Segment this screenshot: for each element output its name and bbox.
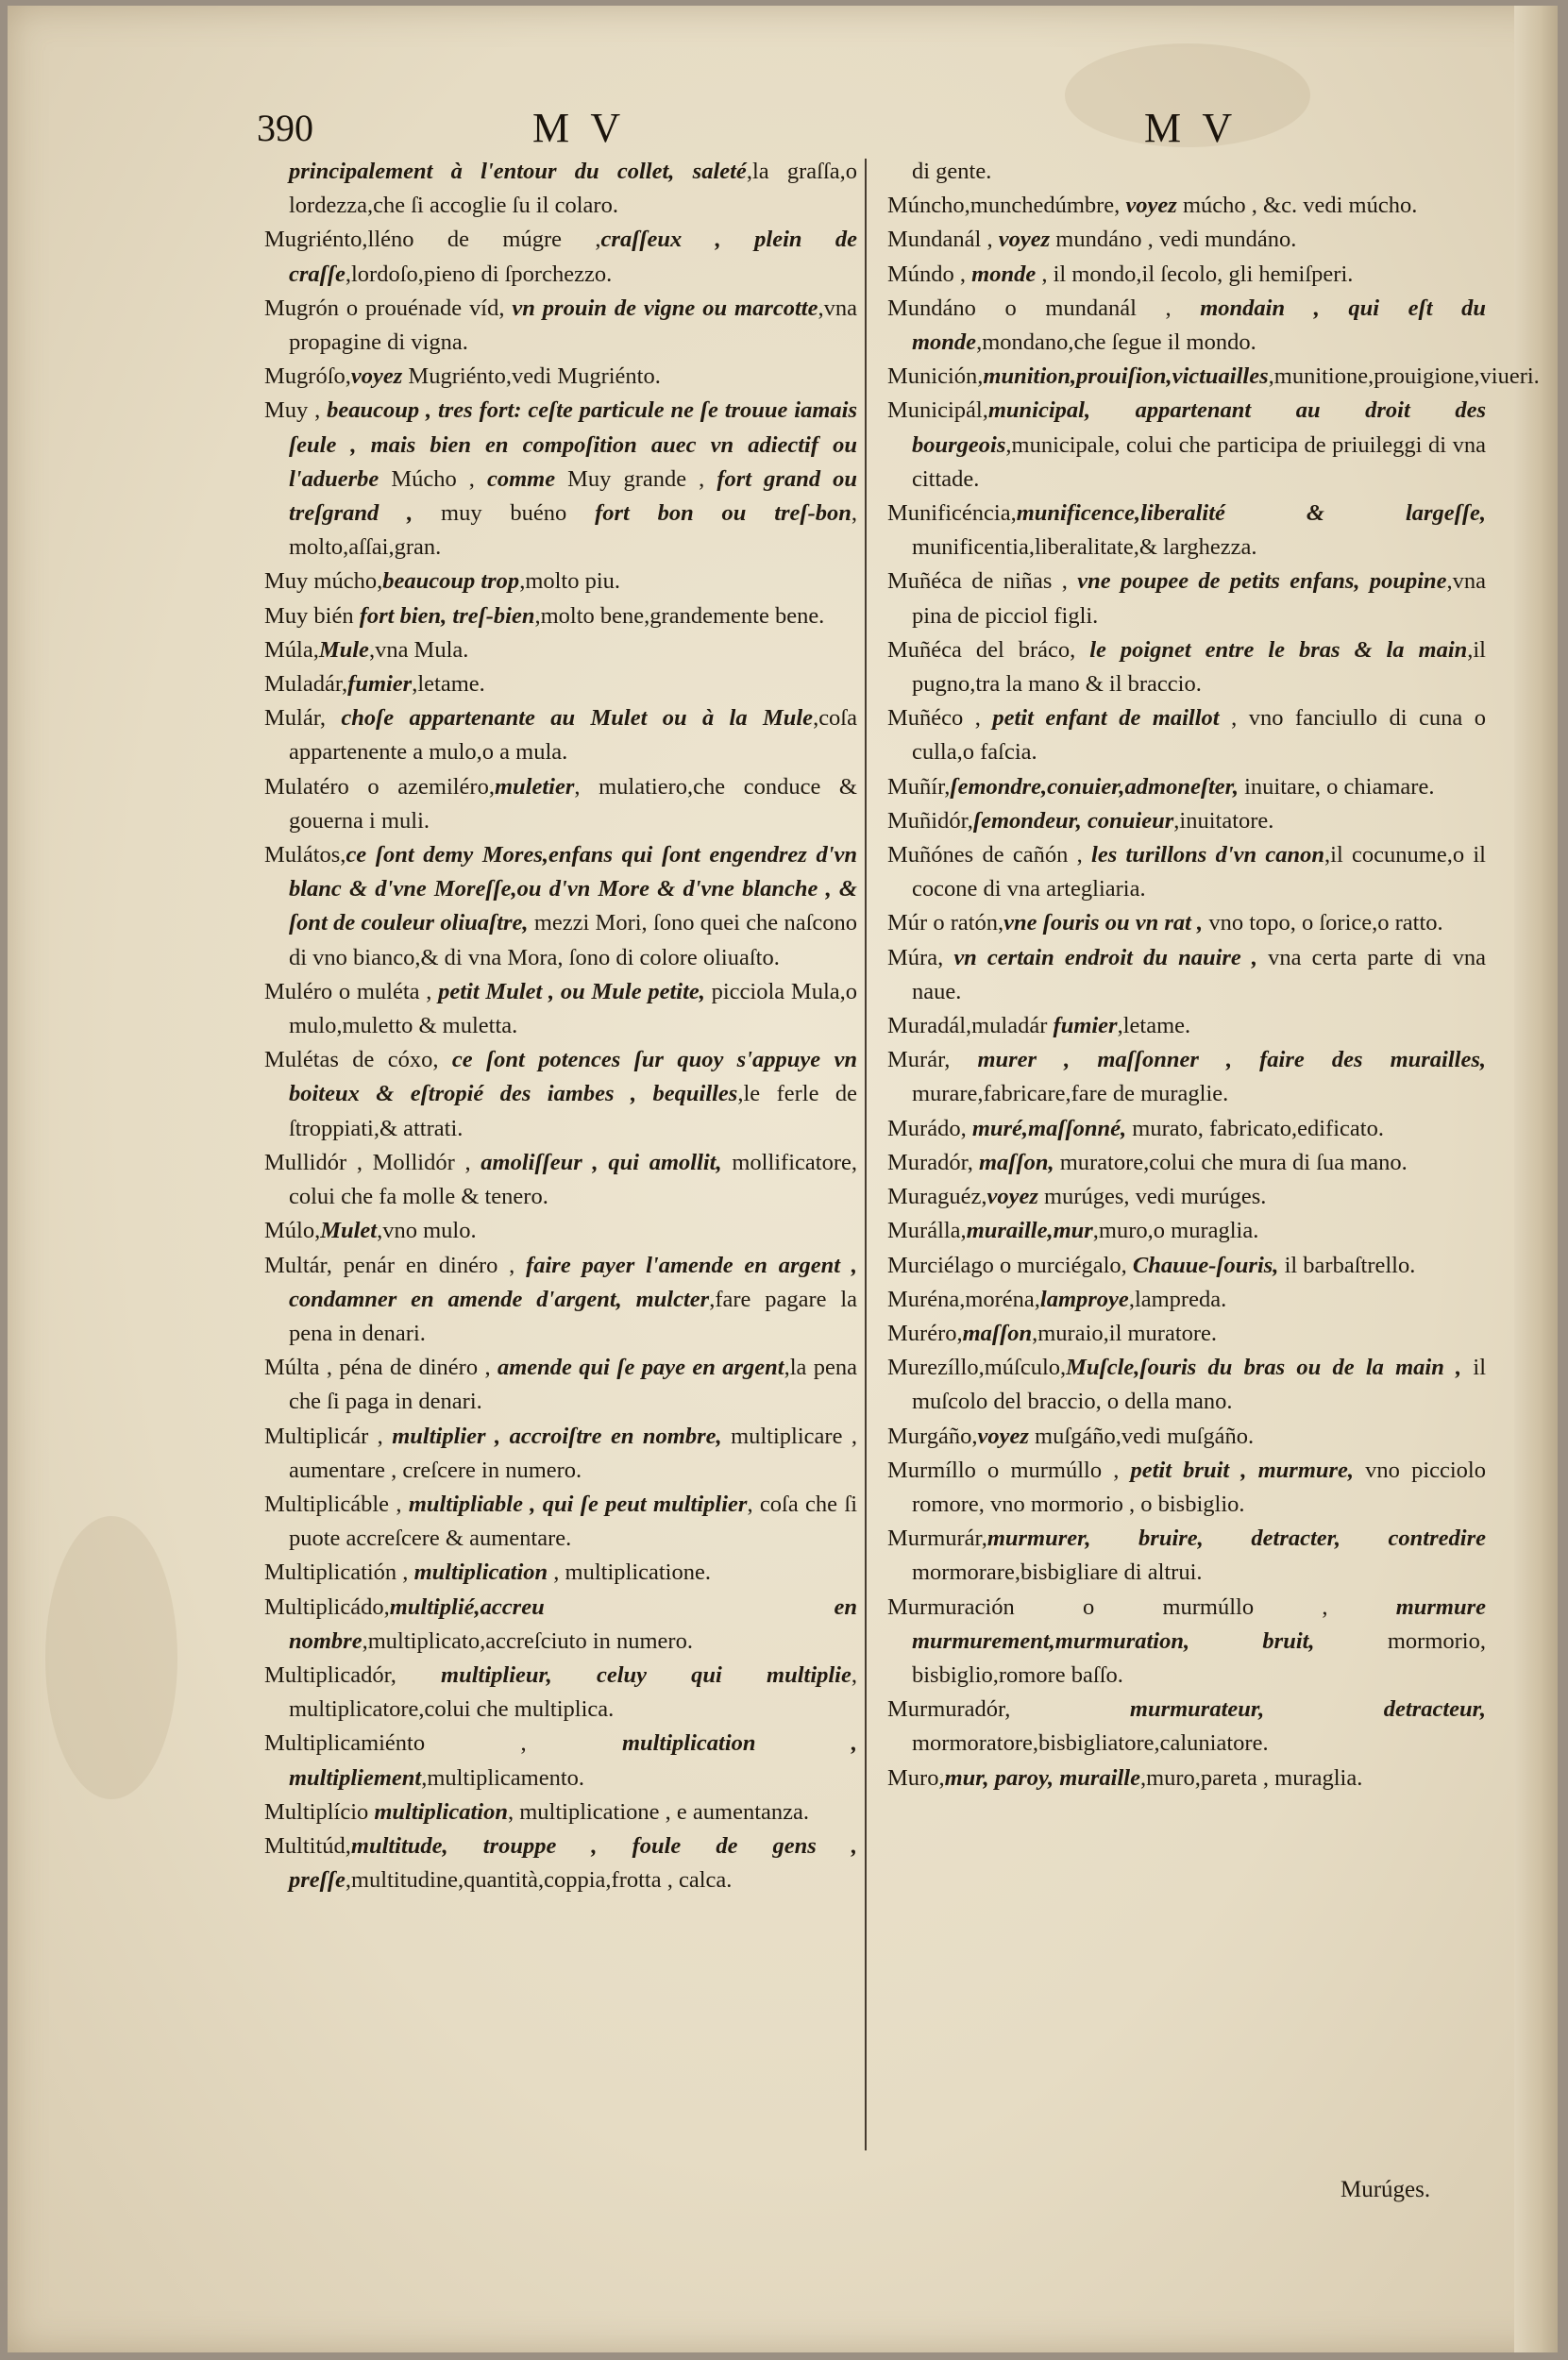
french-gloss: ſemondeur, conuieur — [972, 807, 1174, 834]
dictionary-entry — [887, 189, 1486, 223]
entry-text: murúges, vedi murúges. — [1037, 1184, 1267, 1210]
dictionary-entry — [887, 906, 1486, 940]
entry-text: mormoratore,bisbigliatore,caluniatore. — [912, 1730, 1269, 1757]
dictionary-entry — [887, 565, 1486, 632]
page-number: 390 — [257, 107, 313, 149]
french-gloss: Mulet — [320, 1218, 378, 1244]
dictionary-entry — [264, 1420, 857, 1488]
entry-text: ,le ferle de ſtroppiati,& attrati. — [289, 1081, 857, 1141]
entry-text: ,la pena che ſi paga in denari. — [289, 1355, 857, 1415]
entry-text: Mulétas de cóxo, — [264, 1047, 452, 1073]
entry-text: Multiplicár , — [264, 1423, 393, 1449]
entry-text: muy buéno — [413, 500, 596, 527]
entry-text: ,muro,pareta , muraglia. — [1139, 1764, 1363, 1791]
dictionary-entry — [887, 941, 1486, 1009]
entry-text: , multiplicatione. — [548, 1559, 711, 1586]
french-gloss: multiplication , multipliement — [289, 1730, 857, 1791]
french-gloss: multiplié,accreu en nombre — [289, 1593, 857, 1654]
dictionary-entry — [264, 838, 857, 975]
entry-text: Muro, — [887, 1764, 945, 1791]
entry-text: Multiplicadór, — [264, 1661, 442, 1688]
entry-text: Múcho , — [379, 465, 487, 492]
dictionary-entry — [887, 394, 1486, 497]
dictionary-entry — [887, 258, 1486, 292]
entry-text: Muñéca del bráco, — [887, 636, 1090, 663]
entry-text: Mullidór , Mollidór , — [264, 1149, 481, 1175]
french-gloss: voyez — [350, 363, 403, 390]
page-edge — [1514, 6, 1558, 2352]
entry-text: Multiplicamiénto , — [264, 1730, 622, 1757]
french-gloss: murer , maſſonner , faire des murailles, — [977, 1047, 1486, 1073]
entry-text: Murciélago o murciégalo, — [887, 1252, 1133, 1278]
entry-text: Mundanál , — [887, 227, 999, 253]
entry-text: , vno fanciullo di cuna o culla,o faſcia. — [912, 705, 1486, 766]
french-gloss: lamproye — [1039, 1286, 1129, 1312]
entry-text: Multár, penár en dinéro , — [264, 1252, 527, 1278]
entry-text: ,il pugno,tra la mano & il braccio. — [912, 636, 1486, 698]
dictionary-entry — [887, 1043, 1486, 1111]
french-gloss: maſſon — [962, 1320, 1033, 1346]
dictionary-entry — [264, 1727, 857, 1795]
dictionary-entry — [264, 1146, 857, 1214]
entry-text: , multiplicatore,colui che multiplica. — [289, 1661, 857, 1723]
dictionary-entry — [264, 633, 857, 667]
entry-text: , multiplicatione , e aumentanza. — [507, 1798, 810, 1825]
entry-text: ,fare pagare la pena in denari. — [289, 1286, 857, 1346]
french-gloss: faire payer l'amende en argent , condamner en amende d'argent, mulcter — [289, 1252, 857, 1312]
french-gloss: multiplier , accroiſtre en nombre, — [392, 1423, 722, 1449]
dictionary-entry — [887, 1693, 1486, 1761]
entry-text: Mulatéro o azemiléro, — [264, 773, 495, 800]
entry-text: Muladár, — [264, 671, 348, 698]
entry-text: Muñidór, — [887, 807, 973, 834]
dictionary-entry — [264, 1795, 857, 1829]
french-gloss: mondain , qui eſt du monde — [912, 295, 1486, 356]
entry-text: ,multiplicato,accreſciuto in numero. — [362, 1627, 693, 1654]
french-gloss: murmure murmurement,murmuration, bruit, — [912, 1593, 1486, 1654]
entry-text: ,munitione,prouigione,viueri. — [1268, 363, 1540, 390]
french-gloss: fumier — [347, 671, 413, 698]
entry-text: ,vna Mula. — [368, 636, 469, 663]
entry-text: , coſa che ſi puote accreſcere & aumentare. — [289, 1491, 858, 1552]
french-gloss: principalement à l'entour du collet, saleté — [289, 159, 747, 184]
entry-text: Mulár, — [264, 705, 342, 732]
dictionary-entry — [887, 360, 1540, 394]
entry-text: il barbaſtrello. — [1278, 1252, 1416, 1278]
french-gloss: fort bien, treſ-bien — [359, 602, 535, 629]
entry-text: ,muro,o muraglia. — [1092, 1218, 1259, 1244]
french-gloss: le poignet entre le bras & la main — [1089, 636, 1468, 663]
entry-text: mormorio, bisbiglio,romore baſſo. — [912, 1627, 1486, 1688]
dictionary-entry — [887, 1317, 1486, 1351]
dictionary-entry — [264, 667, 857, 701]
dictionary-entry — [887, 1591, 1486, 1694]
entry-text: , mulatiero,che conduce & gouerna i muli. — [289, 773, 857, 834]
entry-text: Muñír, — [887, 773, 951, 800]
dictionary-entry — [887, 1112, 1486, 1146]
entry-text: ,municipale, colui che participa de priuileggi di vna cittade. — [912, 431, 1486, 492]
entry-text: Murádo, — [887, 1115, 972, 1141]
dictionary-entry — [887, 1283, 1486, 1317]
entry-text: Murgáño, — [887, 1423, 978, 1449]
french-gloss: ſemondre,conuier,admoneſter, — [950, 773, 1239, 800]
entry-text: mezzi Mori, ſono quei che naſcono di vno bianco,& di vna Mora, ſono di colore oliuaſto. — [289, 910, 857, 970]
french-gloss: fort bon ou treſ-bon — [595, 500, 851, 527]
french-gloss: munificence,liberalité & largeſſe, — [1016, 500, 1486, 527]
dictionary-entry — [264, 1659, 857, 1727]
dictionary-entry — [887, 1351, 1486, 1419]
dictionary-entry — [264, 394, 857, 565]
left-column — [264, 155, 857, 1897]
entry-text: vno topo, o ſorice,o ratto. — [1203, 910, 1443, 936]
french-gloss: murmurateur, detracteur, — [1129, 1696, 1486, 1723]
entry-text: Mugriénto,vedi Mugriénto. — [402, 363, 661, 390]
entry-text: Mugrón o prouénade víd, — [264, 295, 513, 321]
french-gloss: fumier — [1053, 1013, 1118, 1039]
dictionary-entry — [887, 292, 1486, 360]
right-column — [887, 155, 1540, 1795]
french-gloss: monde — [971, 261, 1037, 287]
entry-text: ,mondano,che ſegue il mondo. — [976, 329, 1256, 356]
entry-text: ,inuitatore. — [1173, 807, 1274, 834]
entry-text: ,molto bene,grandemente bene. — [534, 602, 825, 629]
left-running-head: M V — [532, 105, 627, 151]
entry-text: Muñéca de niñas , — [887, 568, 1078, 595]
dictionary-entry — [264, 770, 857, 838]
catchword: Murúges. — [1340, 2177, 1431, 2202]
french-gloss: munition,prouiſion,victuailles — [983, 363, 1269, 390]
entry-text: Muraguéz, — [887, 1184, 987, 1210]
french-gloss: muraille,mur — [966, 1218, 1093, 1244]
french-gloss: municipal, appartenant au droit des bourgeois — [912, 397, 1486, 458]
entry-text: muratore,colui che mura di ſua mano. — [1054, 1149, 1408, 1175]
entry-text: ,multitudine,quantità,coppia,frotta , calca. — [345, 1867, 733, 1894]
french-gloss: beaucoup , tres fort: ceſte particule ne ſe trouue iamais ſeule , mais bien en compoſition auec vn adiectif ou l'aduerbe — [289, 397, 857, 492]
entry-text: Muréro, — [887, 1320, 963, 1346]
french-gloss: petit Mulet , ou Mule petite, — [438, 978, 705, 1004]
entry-text: Muñéco , — [887, 705, 993, 732]
dictionary-entry — [264, 360, 857, 394]
dictionary-entry — [264, 223, 857, 291]
french-gloss: vne ſouris ou vn rat , — [1003, 910, 1204, 936]
french-gloss: vn certain endroit du nauire , — [953, 944, 1258, 970]
entry-text: ,letame. — [1117, 1013, 1191, 1039]
french-gloss: multiplication — [374, 1798, 508, 1825]
entry-text: ,vna propagine di vigna. — [289, 295, 857, 356]
french-gloss: muré,maſſonné, — [971, 1115, 1127, 1141]
column-divider — [865, 159, 867, 2150]
entry-text: Múndo , — [887, 261, 972, 287]
dictionary-entry — [887, 497, 1486, 565]
french-gloss: craſſeux , plein de craſſe — [289, 227, 858, 287]
entry-text: ,la graſſa,o lordezza,che ſi accoglie ſu il colaro. — [289, 159, 858, 219]
continued-entry — [887, 155, 1486, 189]
entry-text: inuitare, o chiamare. — [1238, 773, 1435, 800]
running-header — [257, 102, 1529, 159]
dictionary-entry — [887, 838, 1486, 906]
entry-text: ,il cocunume,o il cocone di vna artegliaria. — [912, 842, 1486, 902]
dictionary-entry — [887, 1249, 1486, 1283]
entry-text: Murmuradór, — [887, 1696, 1130, 1723]
french-gloss: voyez — [986, 1184, 1038, 1210]
entry-text: Municipál, — [887, 397, 988, 424]
entry-text: munificentia,liberalitate,& larghezza. — [912, 534, 1257, 561]
entry-text: Mulátos, — [264, 842, 346, 868]
entry-text: ,molto piu. — [519, 568, 621, 595]
french-gloss: amoliſſeur , qui amollit, — [481, 1149, 722, 1175]
french-gloss: comme — [486, 465, 556, 492]
entry-text: multiplicare , aumentare , creſcere in numero. — [289, 1423, 858, 1483]
entry-text: Muy grande , — [555, 465, 717, 492]
entry-text: Mundáno o mundanál , — [887, 295, 1201, 321]
entry-text: Murmuración o murmúllo , — [887, 1593, 1396, 1620]
entry-text: Munición, — [887, 363, 984, 390]
french-gloss: multipliable , qui ſe peut multiplier — [408, 1491, 748, 1517]
entry-text: Múncho,munchedúmbre, — [887, 193, 1126, 219]
entry-text: Muy múcho, — [264, 568, 383, 595]
dictionary-entry — [264, 1829, 857, 1897]
entry-text: di gente. — [912, 159, 992, 184]
entry-text: ,letame. — [412, 671, 485, 698]
dictionary-entry — [887, 1146, 1486, 1180]
entry-text: murare,fabricare,fare de muraglie. — [912, 1081, 1229, 1107]
dictionary-entry — [264, 1214, 857, 1248]
french-gloss: voyez — [977, 1423, 1029, 1449]
dictionary-entry — [887, 633, 1486, 701]
entry-text: Muradór, — [887, 1149, 979, 1175]
dictionary-entry — [887, 1009, 1486, 1043]
entry-text: Multiplicádo, — [264, 1593, 390, 1620]
french-gloss: maſſon, — [979, 1149, 1054, 1175]
entry-text: Múr o ratón, — [887, 910, 1004, 936]
french-gloss: vn prouin de vigne ou marcotte — [512, 295, 818, 321]
dictionary-entry — [264, 1591, 857, 1659]
entry-text: , il mondo,il ſecolo, gli hemiſperi. — [1036, 261, 1354, 287]
entry-text: Muréna,moréna, — [887, 1286, 1040, 1312]
entry-text: vna certa parte di vna naue. — [912, 944, 1486, 1004]
french-gloss: multiplieur, celuy qui multiplie — [441, 1661, 851, 1688]
entry-text: mollificatore, colui che fa molle & tenero. — [289, 1149, 857, 1210]
entry-text: Multiplicáble , — [264, 1491, 409, 1517]
dictionary-entry — [887, 701, 1486, 769]
entry-text: Murálla, — [887, 1218, 967, 1244]
french-gloss: ce ſont potences ſur quoy s'appuye vn boiteux & eſtropié des iambes , bequilles — [289, 1047, 858, 1107]
french-gloss: Mule — [318, 636, 369, 663]
entry-text: Muléro o muléta , — [264, 978, 439, 1004]
french-gloss: murmurer, bruire, detracter, contredire — [986, 1526, 1486, 1552]
french-gloss: muletier — [494, 773, 575, 800]
entry-text: Munificéncia, — [887, 500, 1017, 527]
entry-text: Muy bién — [264, 602, 360, 629]
continued-entry — [264, 155, 857, 223]
dictionary-entry — [264, 1351, 857, 1419]
entry-text: ,lordoſo,pieno di ſporchezzo. — [345, 261, 613, 287]
french-gloss: petit bruit , murmure, — [1130, 1457, 1355, 1483]
dictionary-entry — [887, 804, 1486, 838]
french-gloss: mur, paroy, muraille — [944, 1764, 1140, 1791]
entry-text: Murmurár, — [887, 1526, 987, 1552]
entry-text: ,lampreda. — [1128, 1286, 1227, 1312]
entry-text: murato, fabricato,edificato. — [1126, 1115, 1384, 1141]
entry-text: picciola Mula,o mulo,muletto & muletta. — [289, 978, 857, 1039]
dictionary-entry — [887, 1522, 1486, 1590]
dictionary-entry — [887, 770, 1486, 804]
french-gloss: ce ſont demy Mores,enfans qui ſont engendrez d'vn blanc & d'vne Moreſſe,ou d'vn More & d'vne blanche , & ſont de couleur oliuaſtre, — [289, 842, 857, 936]
entry-text: ,vno mulo. — [377, 1218, 477, 1244]
dictionary-entry — [264, 1043, 857, 1146]
french-gloss: multitude, trouppe , foule de gens , preſſe — [289, 1832, 857, 1894]
french-gloss: fort grand ou treſgrand , — [289, 465, 857, 527]
french-gloss: amende qui ſe paye en argent — [497, 1355, 784, 1381]
dictionary-entry — [264, 701, 857, 769]
paper-stain — [45, 1516, 177, 1799]
entry-text: mormorare,bisbigliare di altrui. — [912, 1559, 1203, 1586]
entry-text: , molto,aſſai,gran. — [289, 500, 857, 561]
entry-text: ,muraio,il muratore. — [1032, 1320, 1218, 1346]
french-gloss: vne poupee de petits enfans, poupine — [1077, 568, 1447, 595]
dictionary-entry — [264, 1249, 857, 1352]
french-gloss: choſe appartenante au Mulet ou à la Mule — [341, 705, 814, 732]
entry-text: Murezíllo,múſculo, — [887, 1355, 1067, 1381]
dictionary-entry — [887, 1214, 1486, 1248]
entry-text: ,coſa appartenente a mulo,o a mula. — [289, 705, 857, 766]
entry-text: mundáno , vedi mundáno. — [1050, 227, 1297, 253]
entry-text: Murmíllo o murmúllo , — [887, 1457, 1131, 1483]
french-gloss: beaucoup trop — [382, 568, 520, 595]
entry-text: Múlo, — [264, 1218, 321, 1244]
entry-text: Muradál,muladár — [887, 1013, 1054, 1039]
dictionary-entry — [264, 1488, 857, 1556]
entry-text: Multitúd, — [264, 1832, 351, 1859]
entry-text: Mugróſo, — [264, 363, 351, 390]
entry-text: Múla, — [264, 636, 319, 663]
entry-text: Muy , — [264, 397, 328, 424]
entry-text: Múra, — [887, 944, 954, 970]
right-running-head: M V — [1144, 105, 1239, 151]
entry-text: ,vna pina de picciol figli. — [912, 568, 1486, 629]
dictionary-entry — [264, 565, 857, 598]
entry-text: vno picciolo romore, vno mormorio , o bisbiglio. — [912, 1457, 1486, 1517]
dictionary-entry — [887, 1762, 1486, 1795]
entry-text: múcho , &c. vedi múcho. — [1176, 193, 1418, 219]
french-gloss: Muſcle,ſouris du bras ou de la main , — [1066, 1355, 1462, 1381]
french-gloss: petit enfant de maillot — [992, 705, 1220, 732]
entry-text: il muſcolo del braccio, o della mano. — [912, 1355, 1486, 1415]
french-gloss: Chauue-ſouris, — [1132, 1252, 1279, 1278]
entry-text: Multiplício — [264, 1798, 375, 1825]
dictionary-entry — [887, 223, 1486, 257]
entry-text: Murár, — [887, 1047, 978, 1073]
dictionary-entry — [264, 975, 857, 1043]
dictionary-entry — [264, 1556, 857, 1590]
dictionary-entry — [264, 599, 857, 633]
french-gloss: multiplication — [413, 1559, 548, 1586]
french-gloss: voyez — [1125, 193, 1177, 219]
entry-text: Múlta , péna de dinéro , — [264, 1355, 497, 1381]
dictionary-entry — [887, 1180, 1486, 1214]
entry-text: Muñónes de cañón , — [887, 842, 1092, 868]
french-gloss: voyez — [998, 227, 1051, 253]
dictionary-entry — [264, 292, 857, 360]
french-gloss: les turillons d'vn canon — [1091, 842, 1325, 868]
dictionary-entry — [887, 1454, 1486, 1522]
entry-text: muſgáño,vedi muſgáño. — [1028, 1423, 1255, 1449]
entry-text: Multiplicatión , — [264, 1559, 414, 1586]
entry-text: Mugriénto,lléno de múgre , — [264, 227, 601, 253]
dictionary-entry — [887, 1420, 1486, 1454]
entry-text: ,multiplicamento. — [421, 1764, 585, 1791]
